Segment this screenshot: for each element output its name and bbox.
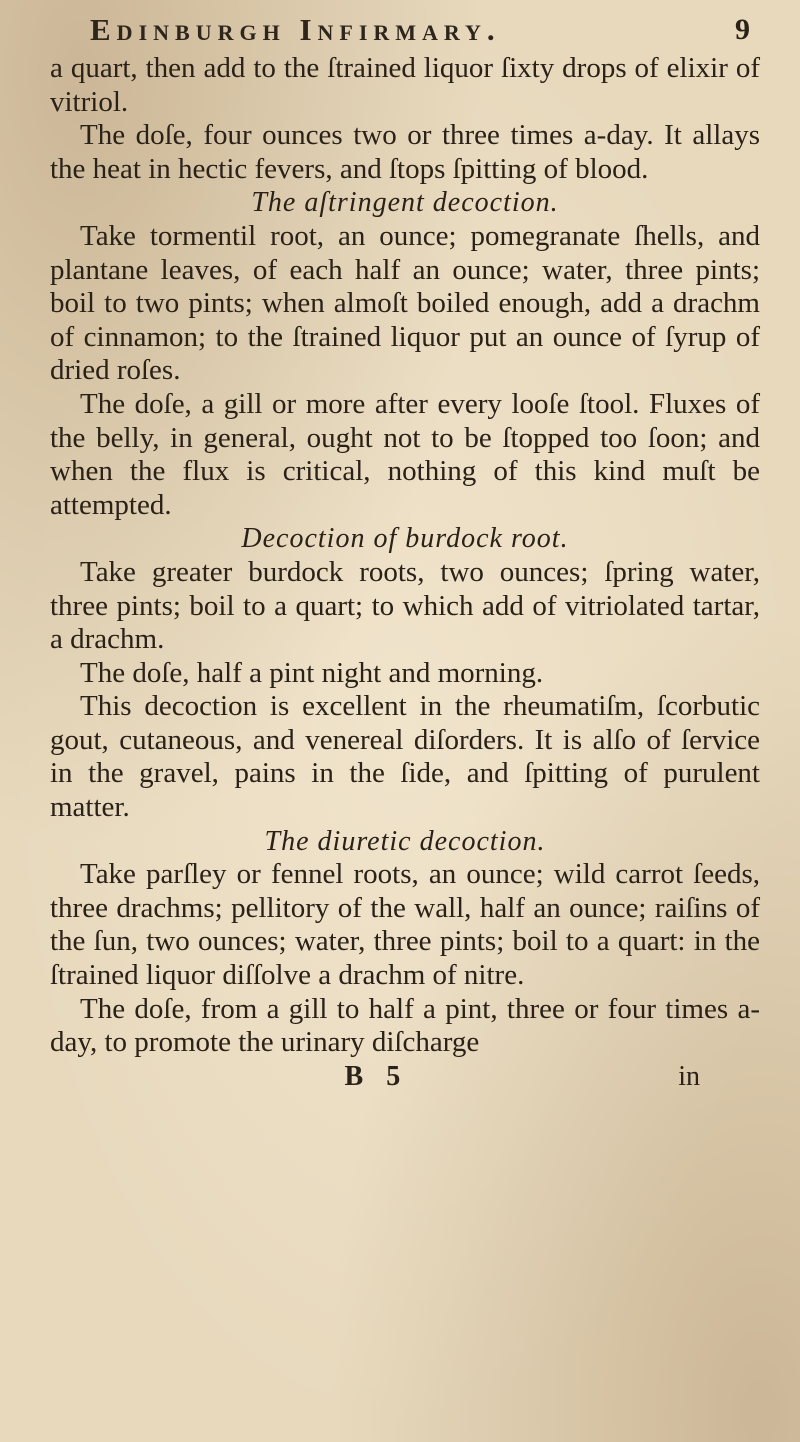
paragraph-recipe: Take greater burdock roots, two ounces; ſpring water, three pints; boil to a quart; to which add of vitriolated tartar, a drachm. (50, 555, 760, 656)
catchword: in (678, 1060, 700, 1092)
paragraph-dose: The doſe, half a pint night and morning. (80, 656, 544, 689)
running-title: Edinburgh Infirmary. (90, 12, 501, 47)
paragraph-recipe: Take tormentil root, an ounce; pomegranate ſhells, and plantane leaves, of each half an ounce; water, three pints; boil to two pints; when almoſt boiled enough, add a drachm of cinnamon; to the ſtrained liquor put an ounce of ſyrup of dried roſes. (50, 219, 760, 387)
page-number: 9 (735, 13, 750, 46)
section-heading-diuretic: The diuretic decoction. (264, 825, 546, 857)
signature-mark: B 5 (344, 1060, 409, 1092)
body-text (50, 52, 760, 1093)
running-head (70, 8, 760, 52)
paragraph-recipe: Take parſley or fennel roots, an ounce; wild carrot ſeeds, three drachms; pellitory of the wall, half an ounce; raiſins of the ſun, two ounces; water, three pints; boil to a quart: in the ſtrained liquor diſſolve a drachm of nitre. (50, 858, 760, 992)
section-heading-astringent: The aſtringent decoction. (251, 187, 559, 219)
paragraph-continuation: a quart, then add to the ſtrained liquor ſixty drops of elixir of vitriol. (50, 52, 760, 118)
paragraph-dose: The doſe, a gill or more after every looſe ſtool. Fluxes of the belly, in general, ought not to be ſtopped too ſoon; and when the flux is critical, nothing of this kind muſt be attempted. (50, 387, 760, 521)
paragraph-dose: The doſe, four ounces two or three times a-day. It allays the heat in hectic fevers, and ſtops ſpitting of blood. (50, 119, 760, 185)
section-heading-burdock: Decoction of burdock root. (241, 523, 569, 555)
paragraph-dose: The doſe, from a gill to half a pint, three or four times a-day, to promote the urinary diſcharge (50, 992, 760, 1059)
page-footer (50, 1060, 760, 1094)
paragraph-uses: This decoction is excellent in the rheumatiſm, ſcorbutic gout, cutaneous, and venereal diſorders. It is alſo of ſervice in the gravel, pains in the ſide, and ſpitting of purulent matter. (50, 690, 760, 824)
